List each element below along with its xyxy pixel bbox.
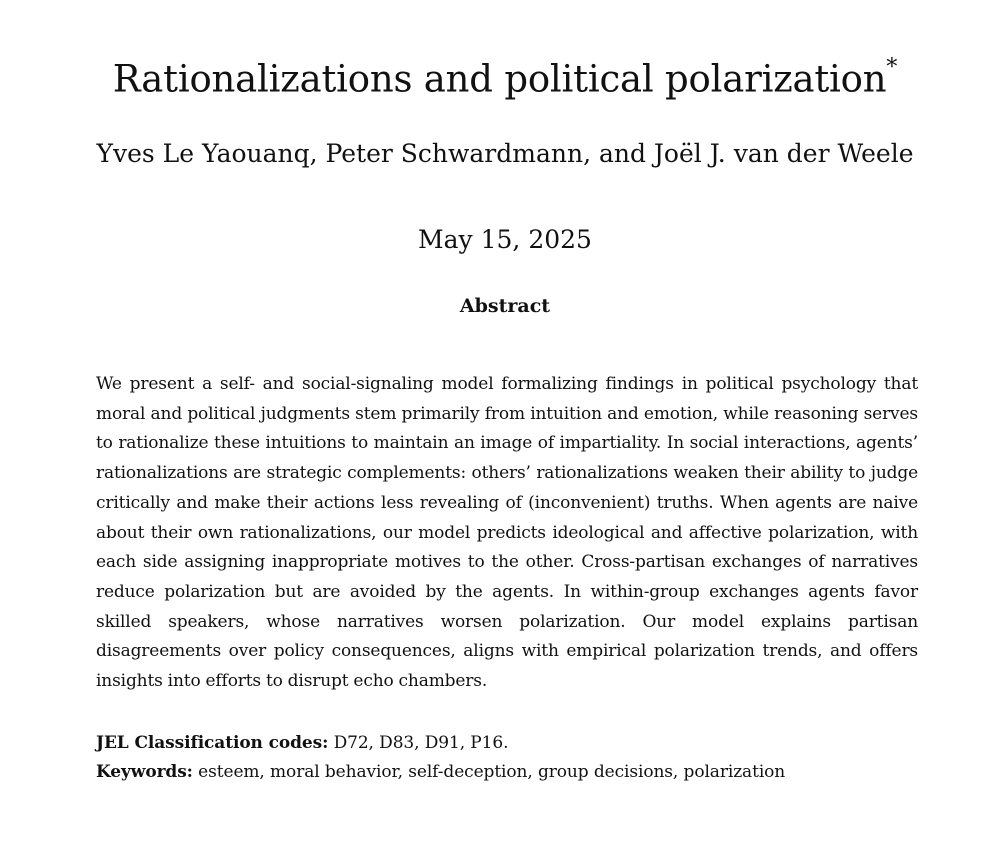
keywords xyxy=(96,758,956,787)
paper-title-text: Rationalizations and political polarization xyxy=(112,57,887,101)
author-list: Yves Le Yaouanq, Peter Schwardmann, and Joël J. van der Weele xyxy=(96,139,914,168)
keywords-list: esteem, moral behavior, self-deception, group decisions, polarization xyxy=(198,762,786,782)
abstract-heading: Abstract xyxy=(459,295,551,317)
paper-title xyxy=(0,46,1000,105)
jel-classification xyxy=(96,729,956,758)
title-footnote-mark[interactable]: * xyxy=(886,55,898,80)
jel-label: JEL Classification codes: xyxy=(96,733,329,753)
publication-date: May 15, 2025 xyxy=(418,225,592,254)
abstract-text: We present a self- and social-signaling model formalizing findings in political psychology that moral and political judgments stem primarily from intuition and emotion, while reasoning serves to rationalize these intuitions to maintain an image of impartiality. In social interactions, agents’ rationalizations are strategic complements: others’ rationalizations weaken their ability to judge critically and make their actions less revealing of (inconvenient) truths. When agents are naive about their own rationalizations, our model predicts ideological and affective polarization, with each side assigning inappropriate motives to the other. Cross-partisan exchanges of narratives reduce polarization but are avoided by the agents. In within-group exchanges agents favor skilled speakers, whose narratives worsen polarization. Our model explains partisan disagreements over policy consequences, aligns with empirical polarization trends, and offers insights into efforts to disrupt echo chambers. xyxy=(96,374,918,692)
keywords-label: Keywords: xyxy=(96,762,193,782)
jel-codes: D72, D83, D91, P16. xyxy=(333,733,509,753)
